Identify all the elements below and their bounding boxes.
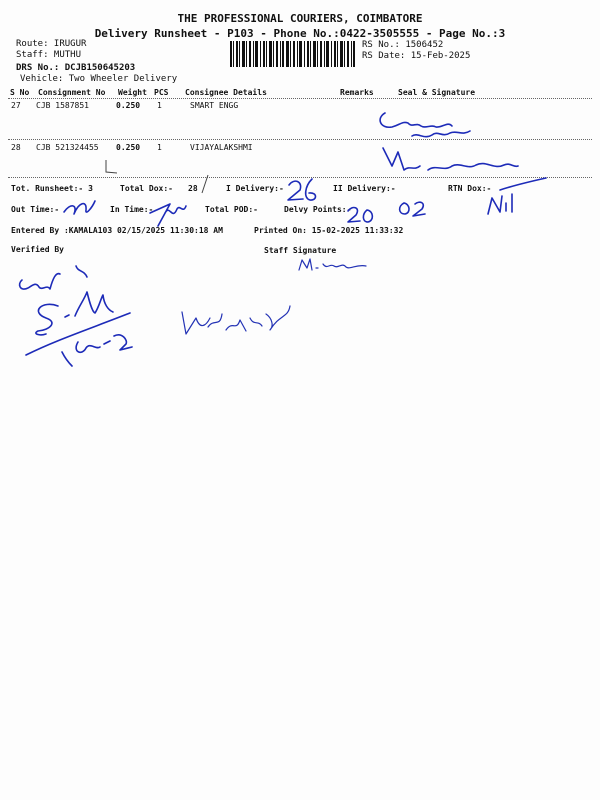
staff-signature-label: Staff Signature [264, 246, 337, 255]
route-label: Route: IRUGUR [16, 39, 87, 49]
runsheet-subtitle: Delivery Runsheet - P103 - Phone No.:0422-3505555 - Page No.:3 [94, 27, 506, 40]
vadakal-note [182, 306, 290, 334]
barcode-graphic [230, 41, 355, 67]
col-pcs: PCS [154, 88, 169, 97]
row-27-sno: 27 [11, 101, 21, 110]
staff-label: Staff: MUTHU [16, 50, 82, 60]
row-28-rule [8, 177, 592, 178]
barcode [230, 41, 355, 67]
row-27-signature [380, 113, 452, 127]
row-28-weight: 0.250 [116, 143, 141, 152]
rtn-nil-note [488, 194, 512, 214]
rs-date: RS Date: 15-Feb-2025 [362, 51, 471, 61]
row-27-consignment: CJB 1587851 [36, 101, 89, 110]
row-28-consignment: CJB 521324455 [36, 143, 99, 152]
in-time-label: In Time:- [110, 205, 154, 214]
row-28-phone-number [428, 164, 518, 170]
row-27-consignee: SMART ENGG [190, 101, 239, 110]
rtn-dox-label: RTN Dox:- [448, 184, 492, 193]
col-consignee: Consignee Details [185, 88, 267, 97]
ii-delivery-label: II Delivery:- [333, 184, 396, 193]
i-delivery-label: I Delivery:- [226, 184, 284, 193]
company-title: THE PROFESSIONAL COURIERS, COIMBATORE [177, 12, 423, 25]
vehicle-label: Vehicle: Two Wheeler Delivery [20, 74, 178, 84]
rtn-dox-value [400, 202, 425, 216]
out-time-label: Out Time:- [11, 205, 60, 214]
row-28-signature [383, 148, 420, 170]
col-weight: Weight [118, 88, 147, 97]
total-dox-value: 28 [188, 184, 198, 193]
rs-number: RS No.: 1506452 [362, 40, 444, 50]
col-seal: Seal & Signature [398, 88, 476, 97]
verified-by-label: Verified By [11, 245, 64, 254]
in-time-value [150, 204, 186, 226]
row-27-pcs: 1 [157, 101, 162, 110]
row-28-pen-mark [106, 160, 117, 173]
total-pod-label: Total POD:- [205, 205, 258, 214]
delvy-points-value [348, 208, 372, 222]
header-rule [8, 98, 592, 99]
col-remarks: Remarks [340, 88, 374, 97]
row-27-weight: 0.250 [116, 101, 141, 110]
verified-signature [36, 292, 113, 335]
staff-signature [299, 259, 366, 270]
i-delivery-value [288, 179, 316, 200]
entered-by: Entered By :KAMALA103 02/15/2025 11:30:18 AM [11, 226, 223, 235]
tot-runsheet: Tot. Runsheet:- 3 [11, 184, 93, 193]
drs-number: DRS No.: DCJB150645203 [16, 63, 136, 73]
row-27-rule [8, 139, 592, 140]
total-dox-label: Total Dox:- [120, 184, 173, 193]
verified-date [62, 335, 132, 366]
row-28-consignee: VIJAYALAKSHMI [190, 143, 253, 152]
printed-on: Printed On: 15-02-2025 11:33:32 [254, 226, 404, 235]
row-27-signature-line2 [412, 131, 470, 137]
delvy-points-label: Delvy Points:- [284, 205, 352, 214]
verified-initial [20, 266, 87, 289]
rtn-stroke [500, 178, 546, 190]
col-sno: S No [10, 88, 30, 97]
col-consignment: Consignment No [38, 88, 106, 97]
row-28-sno: 28 [11, 143, 21, 152]
out-time-value [64, 201, 95, 214]
verified-underline [26, 313, 130, 355]
row-28-pcs: 1 [157, 143, 162, 152]
